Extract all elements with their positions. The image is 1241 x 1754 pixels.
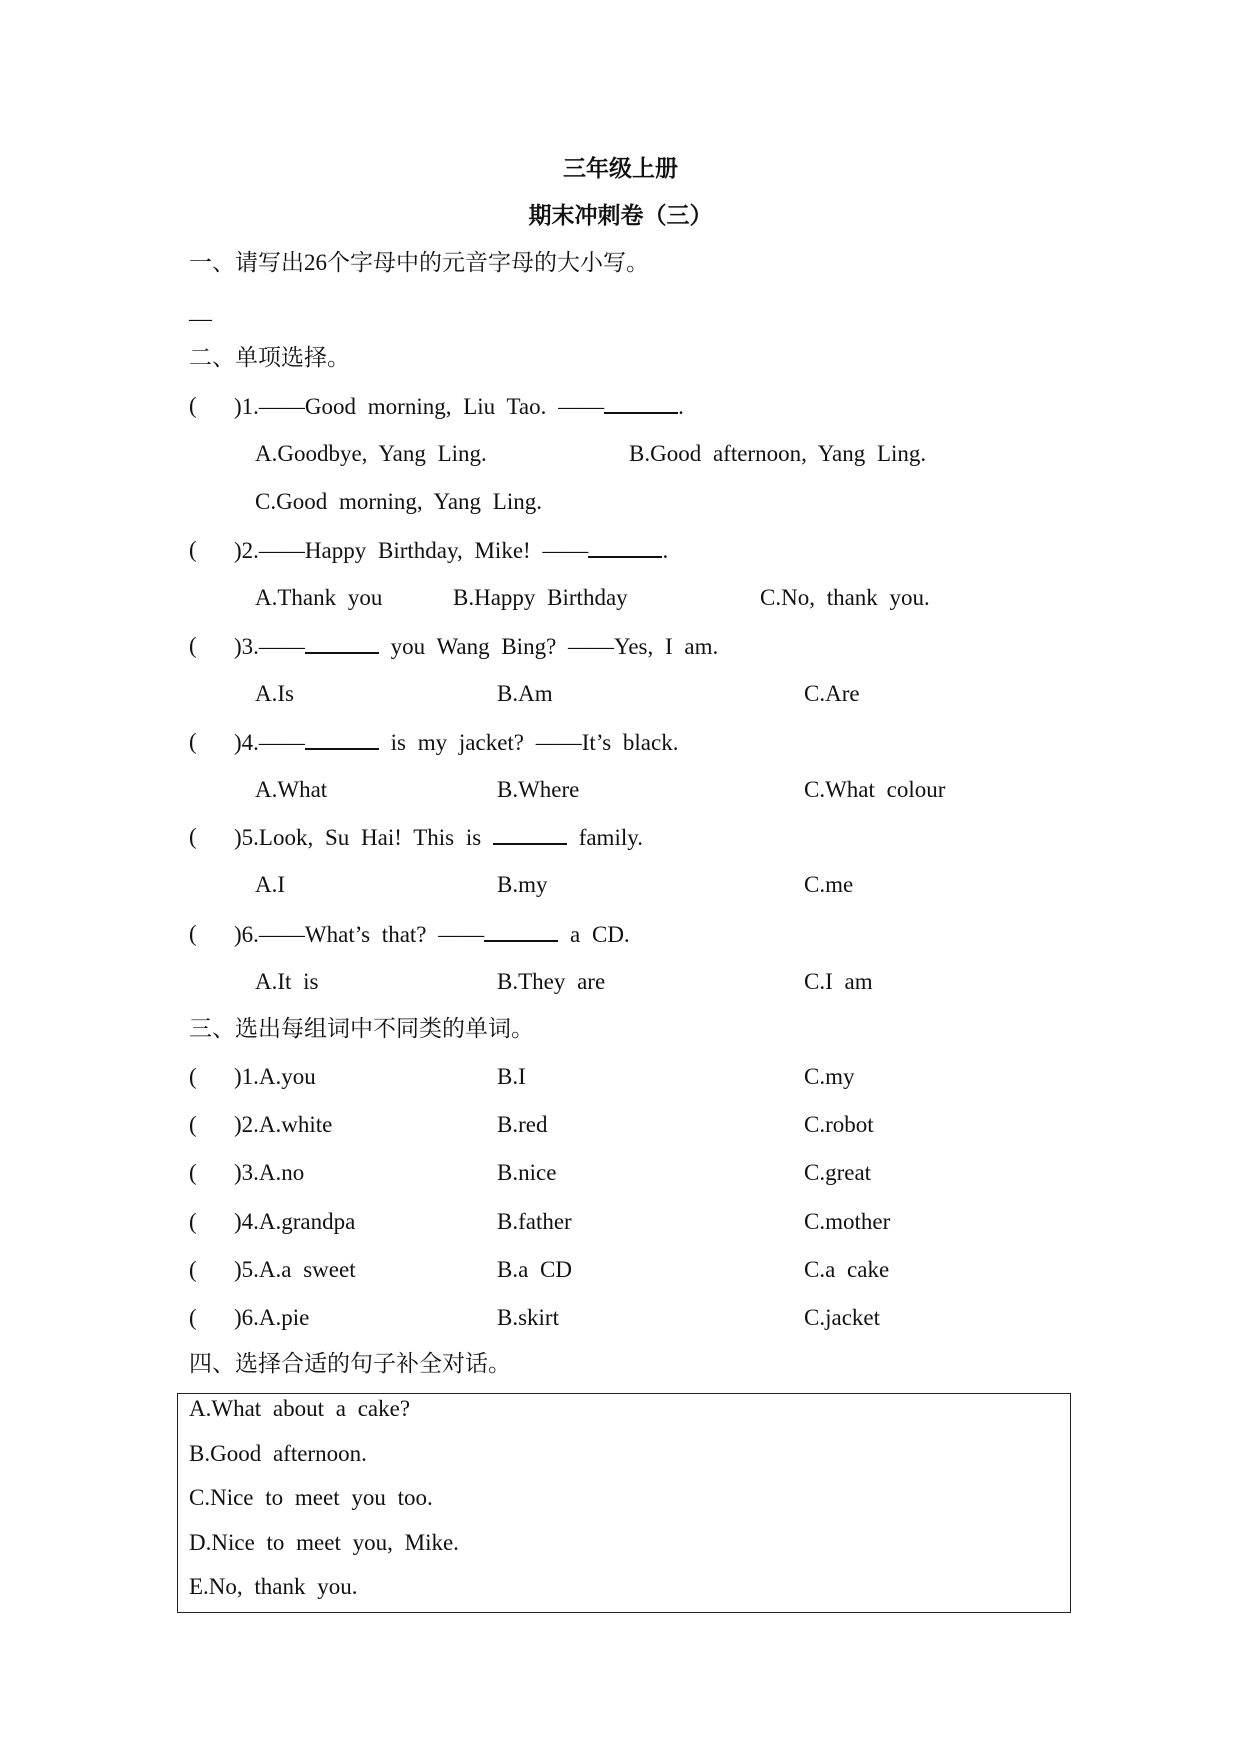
answer-bracket: ( <box>189 729 197 754</box>
answer-bracket: ( <box>189 1160 197 1186</box>
option-a: )6.A.pie <box>234 1305 310 1330</box>
section1-heading: 一、请写出26个字母中的元音字母的大小写。 <box>189 250 649 275</box>
question-4 <box>234 728 678 757</box>
section2-heading: 二、单项选择。 <box>189 345 350 370</box>
option-a: )2.A.white <box>234 1112 333 1138</box>
option-a: A.I <box>255 872 286 897</box>
option-a: A.Is <box>255 681 294 706</box>
dialogue-option: B.Good afternoon. <box>189 1440 367 1466</box>
question-text: a CD. <box>558 922 630 947</box>
option-a: A.Thank you <box>255 585 383 610</box>
question-5 <box>234 823 643 852</box>
option-b: B.skirt <box>497 1305 559 1330</box>
option-c: C.Good morning, Yang Ling. <box>255 489 542 514</box>
answer-bracket: ( <box>189 1305 197 1330</box>
page-title: 三年级上册 <box>563 156 678 181</box>
answer-bracket: ( <box>189 1256 197 1282</box>
option-b: B.Am <box>497 681 553 706</box>
option-b: B.Good afternoon, Yang Ling. <box>629 441 927 466</box>
answer-blank[interactable] <box>588 536 662 558</box>
question-6 <box>234 920 630 949</box>
option-a: )1.A.you <box>234 1064 316 1089</box>
answer-bracket: ( <box>189 393 197 418</box>
option-b: B.They are <box>497 969 606 994</box>
option-a: A.What <box>255 777 328 802</box>
question-text: . <box>662 538 669 563</box>
option-a: )3.A.no <box>234 1160 305 1186</box>
option-c: C.a cake <box>804 1256 890 1282</box>
option-a: A.Goodbye, Yang Ling. <box>255 441 487 466</box>
dialogue-option: A.What about a cake? <box>189 1396 411 1421</box>
option-c: C.robot <box>804 1112 874 1138</box>
answer-blank[interactable] <box>305 632 379 654</box>
answer-blank[interactable] <box>305 728 379 750</box>
option-b: B.Where <box>497 777 580 802</box>
option-c: C.I am <box>804 969 873 994</box>
section4-heading: 四、选择合适的句子补全对话。 <box>189 1351 511 1376</box>
option-b: B.I <box>497 1064 526 1089</box>
question-text: is my jacket? ——It’s black. <box>378 730 679 755</box>
page-subtitle: 期末冲刺卷（三） <box>528 203 713 228</box>
option-c: C.great <box>804 1160 872 1186</box>
dialogue-option: C.Nice to meet you too. <box>189 1485 433 1510</box>
option-b: B.a CD <box>497 1256 572 1282</box>
option-a: A.It is <box>255 969 319 994</box>
question-text: )6.——What’s that? —— <box>234 922 485 947</box>
dialogue-option: E.No, thank you. <box>189 1574 358 1599</box>
answer-blank[interactable] <box>604 392 678 414</box>
question-3 <box>234 632 718 661</box>
section3-heading: 三、选出每组词中不同类的单词。 <box>189 1016 534 1041</box>
question-2 <box>234 536 668 565</box>
question-text: . <box>678 394 684 419</box>
answer-bracket: ( <box>189 921 197 946</box>
answer-bracket: ( <box>189 633 197 658</box>
option-c: C.Are <box>804 681 860 706</box>
question-text: )3.—— <box>234 634 305 659</box>
answer-bracket: ( <box>189 1112 197 1138</box>
question-text: you Wang Bing? ——Yes, I am. <box>378 634 719 659</box>
answer-blank[interactable] <box>493 823 567 845</box>
option-a: )5.A.a sweet <box>234 1256 356 1282</box>
question-text: )1.——Good morning, Liu Tao. —— <box>234 394 605 419</box>
option-b: B.nice <box>497 1160 557 1186</box>
answer-bracket: ( <box>189 537 197 562</box>
question-text: )4.—— <box>234 730 305 755</box>
option-c: C.jacket <box>804 1305 880 1330</box>
answer-line: — <box>189 306 212 331</box>
option-b: B.father <box>497 1208 572 1234</box>
question-text: )2.——Happy Birthday, Mike! —— <box>234 538 589 563</box>
answer-bracket: ( <box>189 1064 197 1089</box>
question-text: )5.Look, Su Hai! This is <box>234 825 493 850</box>
option-b: B.red <box>497 1112 548 1138</box>
option-c: C.What colour <box>804 777 946 802</box>
question-text: family. <box>566 825 643 850</box>
answer-blank[interactable] <box>484 920 558 942</box>
option-a: )4.A.grandpa <box>234 1208 356 1234</box>
option-b: B.Happy Birthday <box>453 585 628 610</box>
question-1 <box>234 392 684 421</box>
answer-bracket: ( <box>189 824 197 849</box>
answer-bracket: ( <box>189 1208 197 1234</box>
option-c: C.mother <box>804 1208 891 1234</box>
option-c: C.No, thank you. <box>760 585 930 610</box>
dialogue-option: D.Nice to meet you, Mike. <box>189 1529 459 1555</box>
option-c: C.me <box>804 872 854 897</box>
option-c: C.my <box>804 1064 855 1089</box>
option-b: B.my <box>497 872 548 897</box>
